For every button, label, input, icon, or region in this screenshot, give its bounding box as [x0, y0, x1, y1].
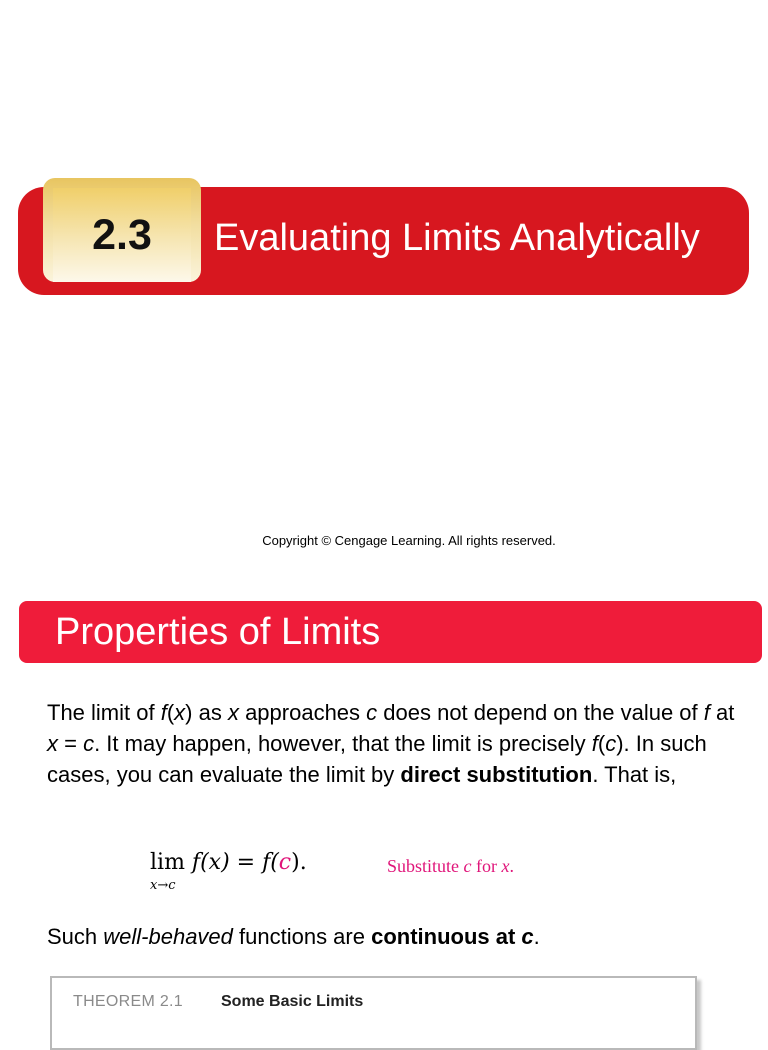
theorem-label: THEOREM 2.1	[73, 993, 183, 1010]
limit-subscript: x→c	[150, 878, 176, 893]
section-number: 2.3	[53, 188, 191, 282]
theorem-title: Some Basic Limits	[221, 993, 364, 1010]
direct-substitution-term: direct substitution	[400, 762, 593, 787]
theorem-box	[50, 976, 697, 1050]
limit-formula: lim f(x) = f(c). x→c	[150, 850, 307, 893]
formula-annotation: Substitute c for x.	[387, 856, 515, 876]
continuity-sentence: Such well-behaved functions are continuous at c.	[47, 924, 540, 949]
section-title: Evaluating Limits Analytically	[214, 217, 700, 259]
slide-title: Properties of Limits	[55, 611, 381, 653]
copyright-notice: Copyright © Cengage Learning. All rights reserved.	[262, 533, 556, 548]
intro-paragraph: The limit of f(x) as x approaches c does not depend on the value of f at x = c. It may happen, however, that the limit is precisely f(c). In such cases, you can evaluate the limit by direct substitution. That is,	[47, 700, 735, 787]
